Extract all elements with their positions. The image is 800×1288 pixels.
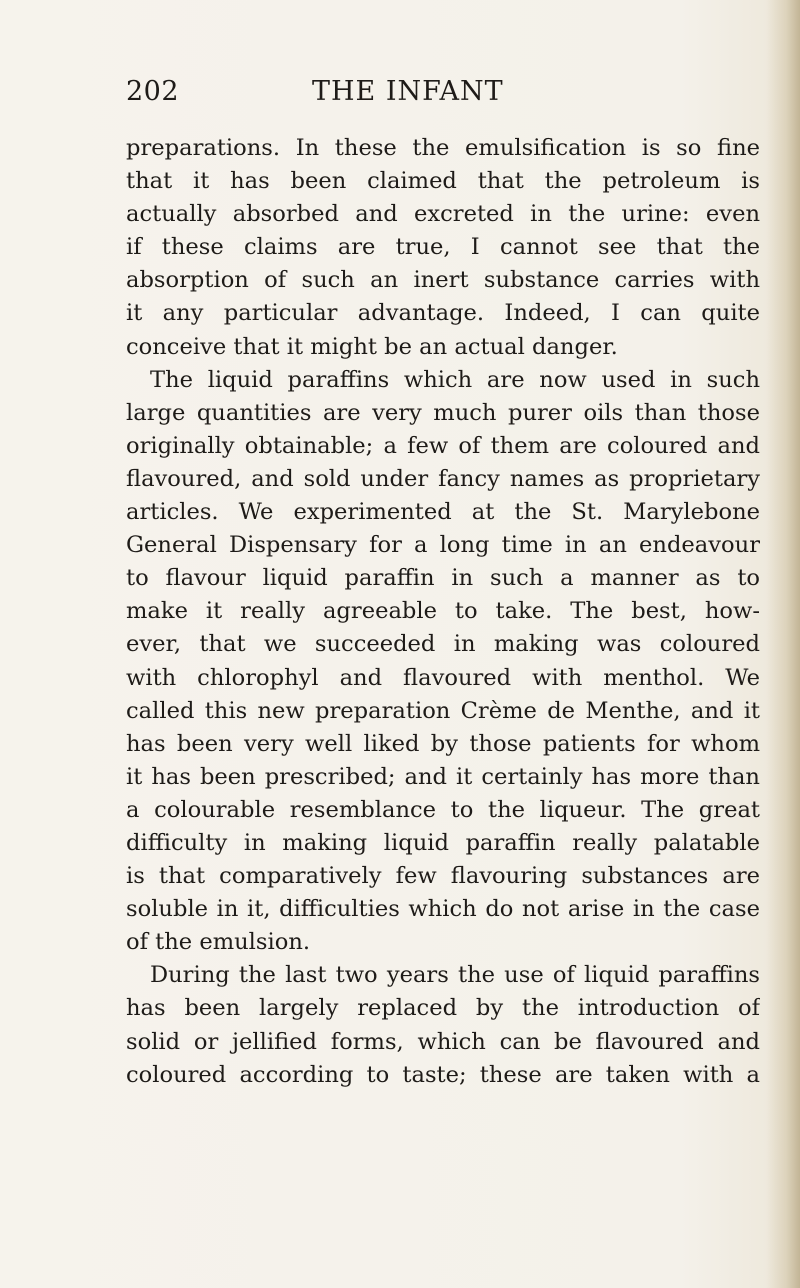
- page-edge-shadow: [766, 0, 800, 1288]
- body-text: [126, 132, 760, 1092]
- running-title: THE INFANT: [312, 76, 504, 107]
- text-line: to flavour liquid paraffin in such a manner as to: [126, 565, 760, 592]
- text-line: solid or jellified forms, which can be flavoured and: [126, 1028, 760, 1055]
- text-line: that it has been claimed that the petroleum is: [126, 168, 760, 195]
- text-line: actually absorbed and excreted in the urine: even: [126, 201, 760, 228]
- text-line: preparations. In these the emulsification is so fine: [126, 135, 760, 161]
- text-line: of the emulsion.: [126, 929, 311, 956]
- text-line: flavoured, and sold under fancy names as proprietary: [126, 465, 760, 492]
- text-line: conceive that it might be an actual danger.: [126, 333, 618, 360]
- text-line: During the last two years the use of liquid paraffins: [150, 962, 760, 989]
- text-line: called this new preparation Crème de Menthe, and it: [126, 697, 760, 724]
- text-line: if these claims are true, I cannot see that the: [126, 234, 760, 261]
- page-header: [126, 76, 766, 116]
- text-line: articles. We experimented at the St. Marylebone: [126, 499, 760, 526]
- page-number: 202: [126, 76, 180, 107]
- text-line: difficulty in making liquid paraffin really palatable: [126, 829, 760, 856]
- text-line: is that comparatively few flavouring substances are: [126, 863, 760, 890]
- text-line: General Dispensary for a long time in an endeavour: [126, 532, 760, 559]
- text-line: with chlorophyl and flavoured with menthol. We: [126, 664, 760, 691]
- text-line: make it really agreeable to take. The best, how-: [126, 598, 760, 625]
- text-line: absorption of such an inert substance carries with: [126, 267, 760, 294]
- text-line: a colourable resemblance to the liqueur. The great: [126, 796, 760, 823]
- text-line: coloured according to taste; these are taken with a: [126, 1061, 760, 1088]
- text-line: has been largely replaced by the introduction of: [126, 995, 760, 1022]
- text-line: it any particular advantage. Indeed, I can quite: [126, 300, 760, 327]
- text-line: it has been prescribed; and it certainly has more than: [126, 763, 760, 790]
- text-line: originally obtainable; a few of them are coloured and: [126, 432, 760, 459]
- text-line: soluble in it, difficulties which do not arise in the case: [126, 896, 760, 923]
- text-line: has been very well liked by those patients for whom: [126, 730, 760, 757]
- text-line: ever, that we succeeded in making was coloured: [126, 631, 760, 658]
- text-line: large quantities are very much purer oils than those: [126, 399, 760, 426]
- text-line: The liquid paraffins which are now used in such: [150, 366, 760, 393]
